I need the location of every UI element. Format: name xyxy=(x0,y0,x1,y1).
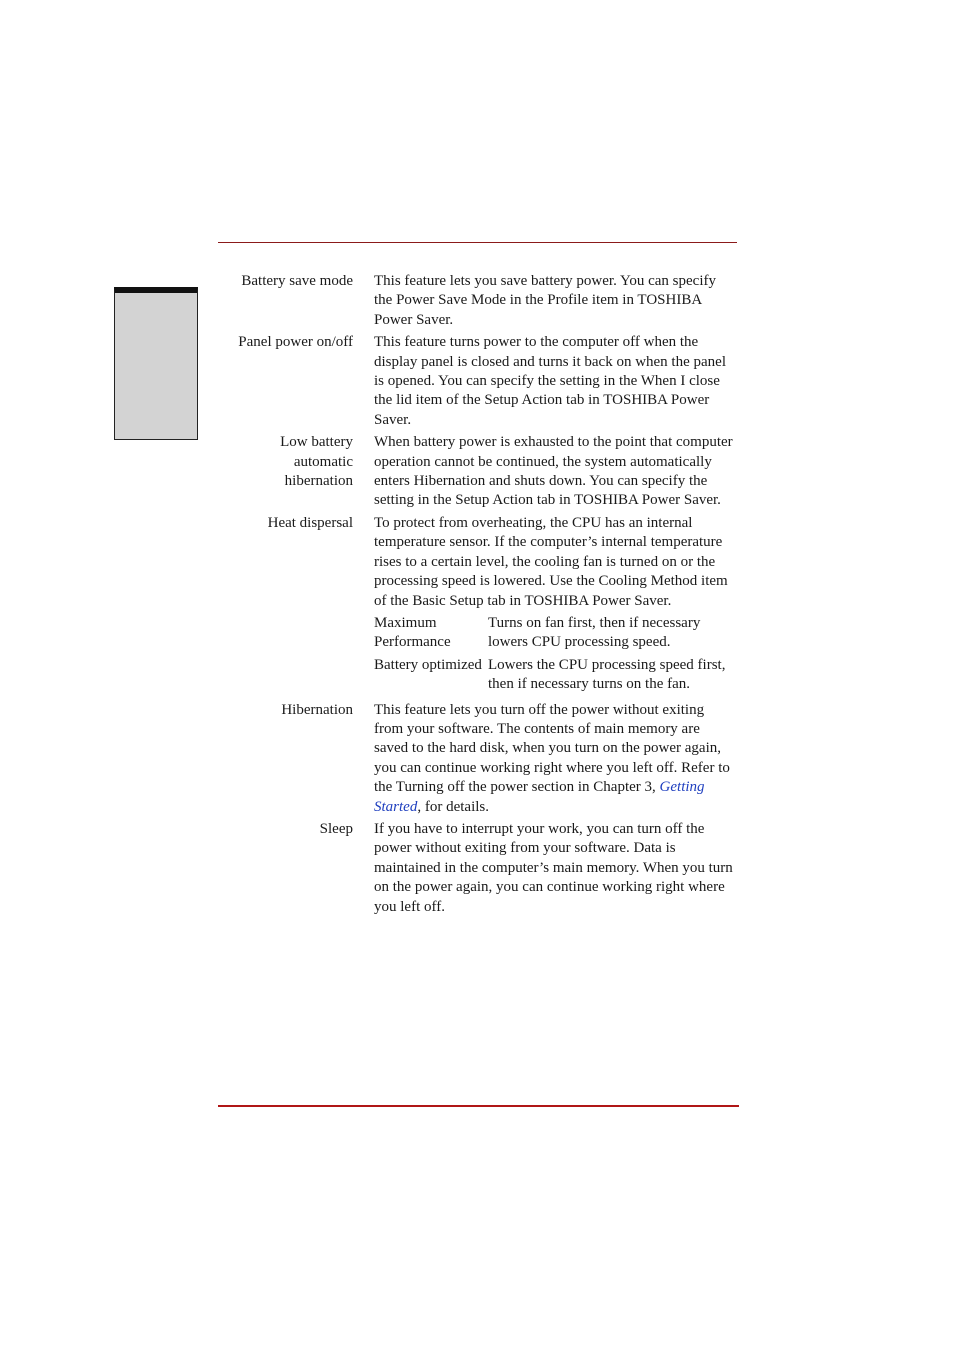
entry-hibernation xyxy=(222,701,737,817)
term-label: Low battery automatic hibernation xyxy=(280,434,353,490)
term-label: Hibernation xyxy=(281,701,353,718)
option-description: Turns on fan first, then if necessary lowers CPU processing speed. xyxy=(488,614,701,651)
term-description: This feature turns power to the computer off when the display panel is closed and turns it back on when the panel is opened. You can specify the setting in the When I close the lid item of the Setup Action tab in TOSHIBA Power Saver. xyxy=(374,334,726,428)
getting-started-link[interactable]: Getting Started xyxy=(374,779,705,815)
cooling-method-options xyxy=(374,614,736,695)
term-description: When battery power is exhausted to the point that computer operation cannot be continued, the system automatically enters Hibernation and shuts down. You can specify the setting in the Setup Action tab in TOSHIBA Power Saver. xyxy=(374,434,733,509)
term-description: If you have to interrupt your work, you can turn off the power without exiting from your software. Data is maintained in the computer’s main memory. When you turn on the power again, you can continue working right where you left off. xyxy=(374,820,733,915)
term-label: Panel power on/off xyxy=(238,334,353,351)
footer-rule xyxy=(218,1105,739,1107)
entry-heat-dispersal xyxy=(222,514,737,698)
term-description-block xyxy=(374,514,736,698)
entry-panel-power xyxy=(222,333,737,430)
option-battery-optimized xyxy=(374,656,736,695)
term-description: This feature lets you save battery power. You can specify the Power Save Mode in the Profile item in TOSHIBA Power Saver. xyxy=(374,273,716,328)
option-label: Battery optimized xyxy=(374,656,482,673)
option-maximum-performance xyxy=(374,614,736,653)
term-description xyxy=(374,701,736,817)
term-description: To protect from overheating, the CPU has an internal temperature sensor. If the computer’s internal temperature rises to a certain level, the cooling fan is turned on or the processing speed is lowered. Use the Cooling Method item of the Basic Setup tab in TOSHIBA Power Saver. xyxy=(374,514,728,609)
description-text: This feature lets you turn off the power without exiting from your software. The contents of main memory are saved to the hard disk, when you turn on the power again, you can continue working right where you left off. Refer to the Turning off the power section in Chapter 3, xyxy=(374,701,730,796)
term-label: Heat dispersal xyxy=(267,514,353,531)
option-description: Lowers the CPU processing speed first, then if necessary turns on the fan. xyxy=(488,656,726,693)
option-label: Maximum Performance xyxy=(374,614,451,651)
entry-low-battery-hibernation xyxy=(222,433,737,511)
term-label: Battery save mode xyxy=(241,273,353,289)
header-rule xyxy=(218,242,737,243)
feature-list xyxy=(222,272,737,920)
entry-sleep xyxy=(222,820,737,917)
description-text-end: , for details. xyxy=(417,798,489,815)
term-label: Sleep xyxy=(319,820,353,837)
entry-battery-save-mode xyxy=(222,272,737,330)
chapter-side-tab xyxy=(114,287,198,440)
